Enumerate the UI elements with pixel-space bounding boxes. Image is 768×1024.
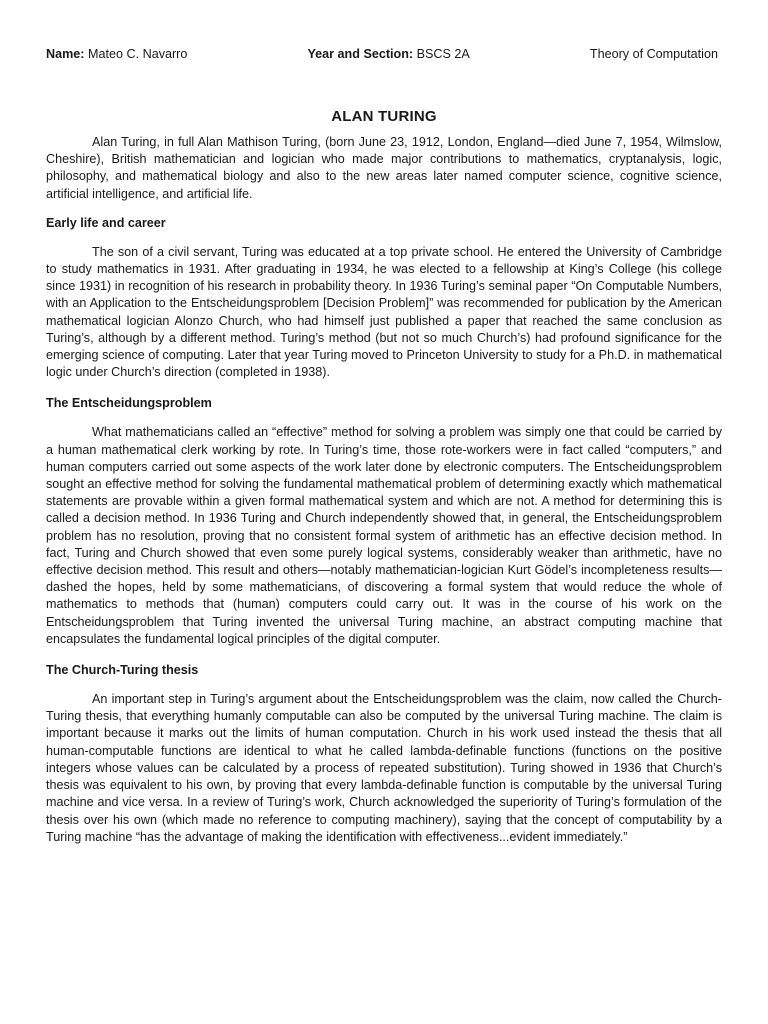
section-paragraph-church-turing: An important step in Turing’s argument about the Entscheidungsproblem was the claim, now called the Church-Turing thesis, that everything humanly computable can also be computed by the universal Turing machine. The claim is important because it marks out the limits of human computation. Church in his work used instead the thesis that all human-computable functions are identical to what he called lambda-definable functions (functions on the positive integers whose values can be calculated by a process of repeated substitution). Turing showed in 1936 that Church’s thesis was equivalent to his own, by proving that every lambda-definable function is computable by the universal Turing machine and vice versa. In a review of Turing’s work, Church acknowledged the superiority of Turing’s formulation of the thesis over his own (which made no reference to computing machinery), saying that the concept of computability by a Turing machine “has the advantage of making the identification with effectiveness...evident immediately.” — [46, 692, 722, 844]
document-header — [46, 46, 722, 62]
section-value: BSCS 2A — [416, 47, 470, 61]
course-name: Theory of Computation — [589, 47, 718, 61]
student-name — [46, 46, 187, 62]
section-heading-church-turing: The Church-Turing thesis — [46, 663, 199, 678]
document-title: ALAN TURING — [331, 108, 437, 125]
name-label: Name: — [46, 47, 85, 61]
intro-paragraph: Alan Turing, in full Alan Mathison Turing, (born June 23, 1912, London, England—died June 7, 1954, Wilmslow, Cheshire), British mathematician and logician who made major contributions to mathematics, cryptanalysis, logic, philosophy, and mathematical biology and also to the new areas later named computer science, cognitive science, artificial intelligence, and artificial life. — [46, 135, 722, 201]
section-label: Year and Section: — [307, 47, 414, 61]
section-heading-early-life: Early life and career — [46, 215, 166, 230]
name-value: Mateo C. Navarro — [88, 47, 188, 61]
section-paragraph-early-life: The son of a civil servant, Turing was educated at a top private school. He entered the University of Cambridge to study mathematics in 1931. After graduating in 1934, he was elected to a fellowship at King’s College (his college since 1931) in recognition of his research in probability theory. In 1936 Turing’s seminal paper “On Computable Numbers, with an Application to the Entscheidungsproblem [Decision Problem]” was recommended for publication by the American mathematical logician Alonzo Church, who had himself just published a paper that reached the same conclusion as Turing’s, although by a different method. Turing’s method (but not so much Church’s) had profound significance for the emerging science of computing. Later that year Turing moved to Princeton University to study for a Ph.D. in mathematical logic under Church’s direction (completed in 1938). — [46, 244, 722, 380]
year-section — [307, 46, 469, 62]
section-heading-entscheidungsproblem: The Entscheidungsproblem — [46, 396, 212, 411]
section-paragraph-entscheidungsproblem: What mathematicians called an “effective” method for solving a problem was simply one that could be carried by a human mathematical clerk working by rote. In Turing’s time, those rote-workers were in fact called “computers,” and human computers carried out some aspects of the work later done by electronic computers. The Entscheidungsproblem sought an effective method for solving the fundamental mathematical problem of determining exactly which mathematical statements are provable within a given formal mathematical system and which are not. A method for determining this is called a decision method. In 1936 Turing and Church independently showed that, in general, the Entscheidungsproblem problem has no resolution, proving that no consistent formal system of arithmetic has an effective decision method. In fact, Turing and Church showed that even some purely logical systems, considerably weaker than arithmetic, have no effective decision method. This result and others—notably mathematician-logician Kurt Gödel’s incompleteness results—dashed the hopes, held by some mathematicians, of discovering a formal system that would reduce the whole of mathematics to methods that (human) computers could carry out. It was in the course of his work on the Entscheidungsproblem that Turing invented the universal Turing machine, an abstract computing machine that encapsulates the fundamental logical principles of the digital computer. — [46, 425, 722, 646]
